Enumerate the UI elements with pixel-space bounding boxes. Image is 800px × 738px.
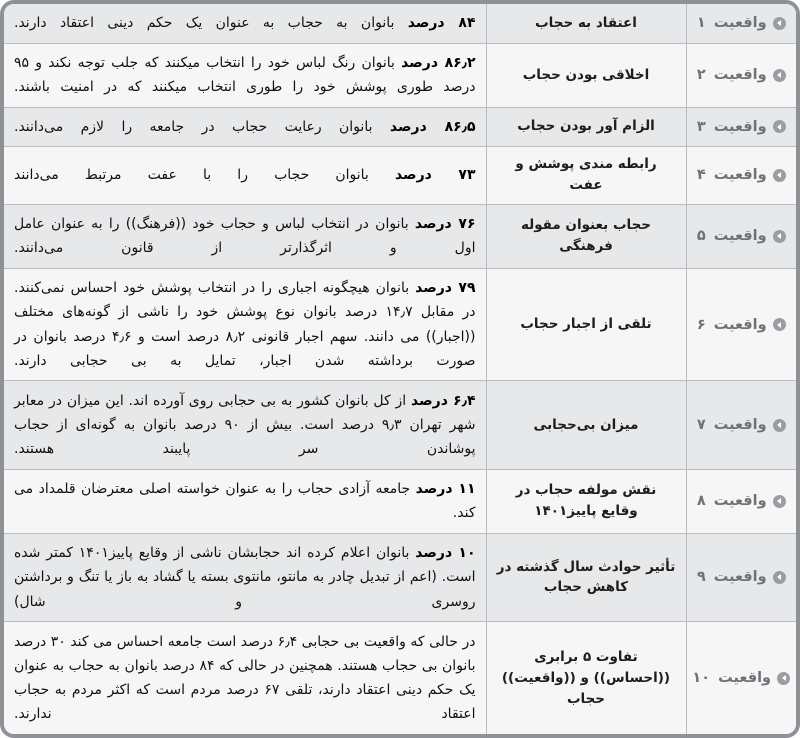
fact-index-number: ۸ bbox=[696, 493, 706, 510]
table-row bbox=[4, 381, 796, 469]
fact-index-number: ۱۰ bbox=[692, 670, 711, 687]
fact-index-wrap bbox=[692, 670, 787, 687]
fact-index-label: واقعیت bbox=[718, 670, 772, 687]
fact-index-wrap bbox=[697, 167, 787, 183]
fact-statement-lead: ۷۶ درصد bbox=[414, 216, 476, 233]
fact-index-label: واقعیت bbox=[713, 67, 767, 84]
fact-index-cell[interactable] bbox=[686, 204, 796, 268]
fact-index-number: ۲ bbox=[696, 67, 706, 84]
fact-statement-cell bbox=[4, 43, 486, 107]
fact-topic-cell: اعتقاد به حجاب bbox=[486, 4, 686, 43]
fact-index-cell[interactable] bbox=[686, 4, 796, 43]
fact-statement-text: بانوان اعلام کرده اند حجابشان ناشی از وقایع پاییز۱۴۰۱ کمتر شده است. (اعم از تبدیل چادر به مانتو، مانتوی بسته یا گشاد به باز یا تنگ و برداشتن روسری و شال) bbox=[14, 545, 476, 610]
fact-topic-cell: اخلاقی بودن حجاب bbox=[486, 43, 686, 107]
fact-statement-cell bbox=[4, 204, 486, 268]
chevron-left-circle-icon bbox=[773, 17, 786, 30]
fact-topic-cell: نقش مولفه حجاب در وقایع پاییز۱۴۰۱ bbox=[486, 469, 686, 533]
fact-index-label: واقعیت bbox=[713, 118, 767, 135]
table-row bbox=[4, 107, 796, 147]
chevron-left-circle-icon bbox=[773, 495, 786, 508]
fact-statement-text: بانوان رعایت حجاب در جامعه را لازم می‌دانند. bbox=[14, 118, 373, 135]
fact-index-cell[interactable] bbox=[686, 43, 796, 107]
chevron-left-circle-icon bbox=[773, 169, 786, 182]
fact-index-number: ۷ bbox=[696, 417, 706, 434]
fact-statement-cell bbox=[4, 381, 486, 469]
fact-index-wrap bbox=[697, 67, 787, 83]
fact-statement-cell bbox=[4, 622, 486, 734]
fact-statement-lead: ۸۶٫۲ درصد bbox=[401, 54, 476, 71]
fact-index-cell[interactable] bbox=[686, 268, 796, 381]
fact-index-cell[interactable] bbox=[686, 469, 796, 533]
fact-index-number: ۳ bbox=[696, 118, 706, 135]
fact-statement-text: بانوان هیچگونه اجباری را در انتخاب پوشش خود احساس نمی‌کنند. در مقابل ۱۴٫۷ درصد بانوان نوع پوشش خود را ناشی از گونه‌های مختلف ((اجبار)) می دانند. سهم اجبار قانونی ۸٫۲ درصد است و ۴٫۶ درصد بانوان در صورت برداشته شدن اجبار، تمایل به بی حجابی دارند. bbox=[14, 280, 476, 369]
facts-table-body bbox=[4, 4, 796, 734]
fact-index-wrap bbox=[697, 15, 787, 31]
fact-index-label: واقعیت bbox=[713, 417, 767, 434]
fact-statement-text: بانوان به حجاب به عنوان یک حکم دینی اعتقاد دارند. bbox=[14, 15, 395, 32]
fact-topic-cell: میزان بی‌حجابی bbox=[486, 381, 686, 469]
fact-topic-cell: رابطه مندی پوشش و عفت bbox=[486, 147, 686, 205]
fact-statement-cell bbox=[4, 533, 486, 621]
fact-topic-cell: الزام آور بودن حجاب bbox=[486, 107, 686, 147]
fact-index-wrap bbox=[697, 417, 787, 433]
fact-index-cell[interactable] bbox=[686, 381, 796, 469]
table-row bbox=[4, 4, 796, 43]
fact-index-number: ۹ bbox=[696, 569, 706, 586]
fact-statement-cell bbox=[4, 4, 486, 43]
fact-statement-cell bbox=[4, 469, 486, 533]
fact-index-cell[interactable] bbox=[686, 622, 796, 734]
fact-statement-lead: ۸۶٫۵ درصد bbox=[389, 118, 476, 135]
table-row bbox=[4, 533, 796, 621]
chevron-left-circle-icon bbox=[773, 318, 786, 331]
table-row bbox=[4, 268, 796, 381]
table-row bbox=[4, 622, 796, 734]
chevron-left-circle-icon bbox=[773, 419, 786, 432]
fact-statement-cell bbox=[4, 107, 486, 147]
fact-index-wrap bbox=[697, 228, 787, 244]
chevron-left-circle-icon bbox=[773, 571, 786, 584]
facts-table bbox=[4, 4, 796, 734]
fact-statement-cell bbox=[4, 268, 486, 381]
fact-index-wrap bbox=[697, 569, 787, 585]
fact-index-wrap bbox=[697, 119, 787, 135]
fact-index-cell[interactable] bbox=[686, 533, 796, 621]
fact-index-cell[interactable] bbox=[686, 147, 796, 205]
table-row bbox=[4, 204, 796, 268]
fact-statement-text: از کل بانوان کشور به بی حجابی روی آورده اند. این میزان در معابر شهر تهران ۹٫۳ درصد است. بیش از ۹۰ درصد بانوان به گونه‌ای از حجاب پوشاندن سر پایبند هستند. bbox=[14, 393, 476, 458]
fact-index-label: واقعیت bbox=[713, 316, 767, 333]
fact-index-label: واقعیت bbox=[713, 15, 767, 32]
table-row bbox=[4, 43, 796, 107]
chevron-left-circle-icon bbox=[773, 230, 786, 243]
fact-index-label: واقعیت bbox=[713, 228, 767, 245]
table-row bbox=[4, 469, 796, 533]
chevron-left-circle-icon bbox=[773, 120, 786, 133]
fact-statement-lead: ۷۳ درصد bbox=[394, 167, 476, 184]
fact-index-label: واقعیت bbox=[713, 569, 767, 586]
fact-index-cell[interactable] bbox=[686, 107, 796, 147]
fact-statement-cell bbox=[4, 147, 486, 205]
fact-statement-lead: ۱۱ درصد bbox=[415, 481, 476, 498]
fact-topic-cell: حجاب بعنوان مقوله فرهنگی bbox=[486, 204, 686, 268]
fact-topic-cell: تفاوت ۵ برابری ((احساس)) و ((واقعیت)) حجاب bbox=[486, 622, 686, 734]
fact-statement-text: در حالی که واقعیت بی حجابی ۶٫۴ درصد است جامعه احساس می کند ۳۰ درصد بانوان بی حجاب هستند. همچنین در حالی که ۸۴ درصد بانوان به حجاب به عنوان یک حکم دینی اعتقاد دارند، تلقی ۶۷ درصد مردم است که اکثر مردم به حجاب اعتقاد ندارند. bbox=[14, 633, 476, 723]
fact-statement-text: بانوان حجاب را با عفت مرتبط می‌دانند bbox=[14, 167, 369, 184]
fact-topic-cell: تأثیر حوادث سال گذشته در کاهش حجاب bbox=[486, 533, 686, 621]
fact-index-label: واقعیت bbox=[713, 493, 767, 510]
fact-index-number: ۴ bbox=[696, 167, 706, 184]
fact-index-wrap bbox=[697, 317, 787, 333]
chevron-left-circle-icon bbox=[777, 672, 790, 685]
fact-index-label: واقعیت bbox=[713, 167, 767, 184]
fact-statement-lead: ۶٫۴ درصد bbox=[411, 393, 476, 409]
fact-index-number: ۶ bbox=[696, 316, 706, 333]
fact-statement-lead: ۷۹ درصد bbox=[415, 280, 476, 297]
fact-index-number: ۱ bbox=[696, 15, 706, 32]
fact-statement-text: بانوان در انتخاب لباس و حجاب خود ((فرهنگ)) را به عنوان عامل اول و اثرگذارتر از قانون می‌دانند. bbox=[14, 216, 476, 257]
chevron-left-circle-icon bbox=[773, 69, 786, 82]
table-row bbox=[4, 147, 796, 205]
fact-statement-text: بانوان رنگ لباس خود را انتخاب میکنند که جلب توجه نکند و ۹۵ درصد طوری پوشش خود را طوری انتخاب میکنند که در امنیت باشند. bbox=[14, 54, 476, 96]
fact-statement-lead: ۱۰ درصد bbox=[415, 545, 476, 562]
fact-topic-cell: تلقی از اجبار حجاب bbox=[486, 268, 686, 381]
fact-index-number: ۵ bbox=[696, 228, 706, 245]
fact-statement-lead: ۸۴ درصد bbox=[407, 15, 476, 32]
fact-statement-text: جامعه آزادی حجاب را به عنوان خواسته اصلی معترضان قلمداد می کند. bbox=[14, 481, 476, 522]
fact-index-wrap bbox=[697, 493, 787, 509]
